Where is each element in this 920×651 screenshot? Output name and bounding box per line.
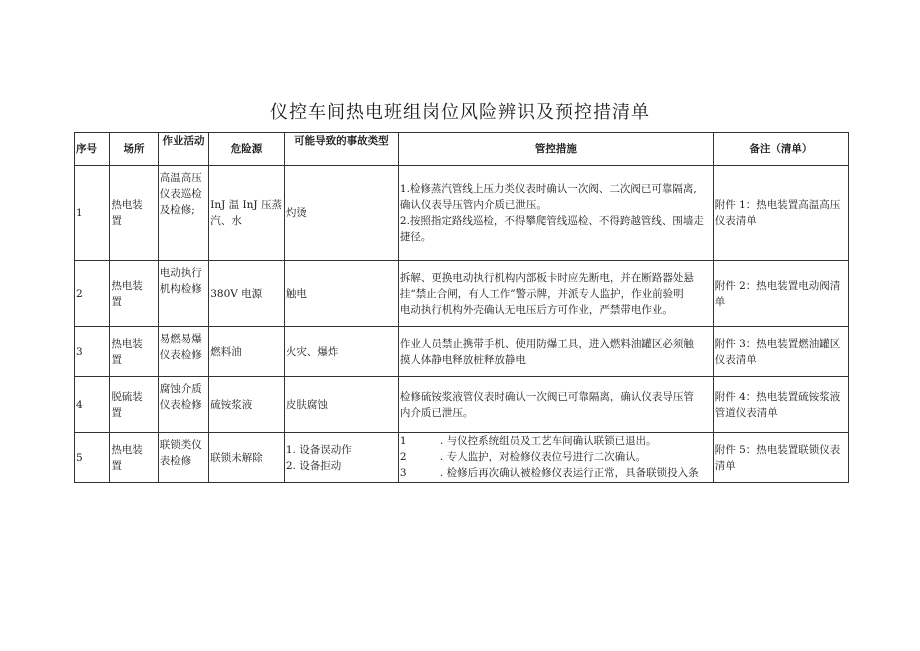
- cell-accident: [284, 327, 398, 377]
- hazard-line: 硫铵浆液: [210, 398, 253, 411]
- measures-line: 摸人体静电释放桩释放静电: [399, 353, 526, 366]
- cell-accident: [284, 377, 398, 433]
- measures-numbered-line: [400, 465, 712, 481]
- cell-activity: [158, 261, 208, 327]
- activity-line: 机构检修: [159, 283, 202, 295]
- cell-place: [110, 377, 158, 433]
- header-measures: 管控措施: [398, 133, 713, 166]
- remark-line: 附件 4：热电装置硫铵浆液: [714, 390, 841, 403]
- activity-line: 仪表检修: [159, 349, 202, 361]
- header-hazard: 危险源: [209, 133, 285, 166]
- accident-line: 1. 设备误动作: [285, 443, 352, 456]
- measures-numbered-line: [400, 449, 712, 465]
- header-activity: 作业活动: [158, 133, 208, 166]
- cell-accident: [284, 433, 398, 483]
- cell-remark: [713, 261, 848, 327]
- cell-no: 3: [75, 327, 110, 377]
- table-row: [75, 166, 849, 261]
- hazard-line: 380V 电源: [210, 287, 263, 300]
- activity-line: 高温高压: [159, 172, 202, 184]
- header-place: 场所: [110, 133, 158, 166]
- hazard-line: 燃料油: [210, 345, 242, 358]
- page-title: 仪控车间热电班组岗位风险辨识及预控措清单: [270, 102, 650, 123]
- activity-line: 表检修: [159, 455, 192, 467]
- cell-no: 1: [75, 166, 110, 261]
- measures-numbered-line: [400, 433, 712, 449]
- cell-activity: [158, 377, 208, 433]
- table-row: [75, 377, 849, 433]
- table-row: [75, 261, 849, 327]
- cell-no: 4: [75, 377, 110, 433]
- cell-place: [110, 261, 158, 327]
- cell-hazard: [209, 261, 285, 327]
- cell-place: [110, 166, 158, 261]
- accident-line: 火灾、爆炸: [285, 345, 339, 358]
- remark-line: 清单: [714, 459, 736, 472]
- cell-activity: [158, 327, 208, 377]
- activity-line: 腐蚀介质: [159, 383, 202, 395]
- cell-measures: [398, 377, 713, 433]
- cell-measures: [398, 433, 713, 483]
- hazard-line: 汽、水: [210, 215, 242, 227]
- hazard-line: 联锁未解除: [210, 451, 263, 464]
- remark-line: 附件 1：热电装置高温高压: [714, 199, 841, 211]
- cell-no: 2: [75, 261, 110, 327]
- table-header-row: [75, 133, 849, 166]
- place-line: 热电装: [111, 337, 143, 350]
- cell-activity: [158, 166, 208, 261]
- measures-number: 1: [399, 435, 407, 447]
- measures-line: 确认仪表导压管内介质已泄压。: [399, 199, 547, 211]
- cell-measures: [398, 261, 713, 327]
- place-line: 置: [111, 459, 122, 472]
- cell-measures: [398, 166, 713, 261]
- cell-activity: [158, 433, 208, 483]
- measures-line: 2.按照指定路线巡检，不得攀爬管线巡检、不得跨越管线、围墙走: [399, 215, 704, 227]
- cell-place: [110, 433, 158, 483]
- measures-number: 3: [399, 467, 407, 479]
- place-line: 热电装: [111, 199, 143, 211]
- place-line: 脱硫装: [111, 390, 143, 403]
- place-line: 置: [111, 215, 122, 227]
- hazard-line: InJ 温 InJ 压蒸: [210, 199, 282, 211]
- measures-line: 内介质已泄压。: [399, 406, 474, 419]
- cell-measures: [398, 327, 713, 377]
- measures-number: 2: [399, 451, 407, 463]
- remark-line: 仪表清单: [714, 353, 757, 366]
- measures-text: . 检修后再次确认被检修仪表运行正常，具备联锁投入条: [439, 467, 699, 479]
- header-remark: 备注（清单）: [713, 133, 848, 166]
- accident-line: 触电: [285, 287, 307, 300]
- measures-text: . 与仪控系统组员及工艺车间确认联锁已退出。: [439, 435, 657, 447]
- cell-remark: [713, 377, 848, 433]
- place-line: 热电装: [111, 443, 143, 456]
- cell-accident: [284, 166, 398, 261]
- remark-line: 附件 3：热电装置燃油罐区: [714, 337, 841, 350]
- activity-line: 及检修;: [159, 204, 195, 216]
- measures-line: 挂“禁止合闸，有人工作”警示牌，并派专人监护，作业前验明: [399, 287, 684, 300]
- cell-remark: [713, 433, 848, 483]
- activity-line: 联锁类仪: [159, 439, 202, 451]
- measures-line: 检修硫铵浆液管仪表时确认一次阀已可靠隔离，确认仪表导压管: [399, 390, 694, 403]
- measures-line: 1.检修蒸汽管线上压力类仪表时确认一次阀、二次阀已可靠隔离,: [399, 183, 697, 195]
- cell-hazard: [209, 377, 285, 433]
- cell-hazard: [209, 433, 285, 483]
- remark-line: 管道仪表清单: [714, 406, 778, 419]
- cell-accident: [284, 261, 398, 327]
- accident-line: 灼烫: [285, 207, 307, 219]
- place-line: 置: [111, 353, 122, 366]
- remark-line: 单: [714, 295, 726, 308]
- measures-line: 作业人员禁止携带手机、使用防爆工具，进入燃料油罐区必须触: [399, 337, 694, 350]
- activity-line: 电动执行: [159, 267, 202, 279]
- table-row: [75, 327, 849, 377]
- place-line: 置: [111, 295, 122, 308]
- measures-text: . 专人监护，对检修仪表位号进行二次确认。: [439, 451, 647, 463]
- activity-line: 仪表检修: [159, 399, 202, 411]
- remark-line: 附件 2：热电装置电动阀清: [714, 279, 841, 292]
- measures-line: 电动执行机构外壳确认无电压后方可作业，严禁带电作业。: [399, 303, 673, 316]
- measures-line: 拆解、更换电动执行机构内部板卡时应先断电，并在断路器处悬: [399, 271, 694, 284]
- activity-line: 易燃易爆: [159, 333, 202, 345]
- cell-hazard: [209, 327, 285, 377]
- cell-no: 5: [75, 433, 110, 483]
- place-line: 热电装: [111, 279, 143, 292]
- risk-table: [74, 132, 849, 483]
- activity-line: 仪表巡检: [159, 188, 202, 200]
- header-accident: 可能导致的事故类型: [284, 133, 398, 166]
- remark-line: 仪表清单: [714, 215, 757, 227]
- measures-line: 捷径。: [399, 231, 432, 243]
- cell-remark: [713, 327, 848, 377]
- table-row: [75, 433, 849, 483]
- cell-hazard: [209, 166, 285, 261]
- remark-line: 附件 5：热电装置联锁仪表: [714, 443, 841, 456]
- place-line: 置: [111, 406, 122, 419]
- accident-line: 皮肤腐蚀: [285, 398, 328, 411]
- cell-place: [110, 327, 158, 377]
- accident-line: 2. 设备拒动: [285, 459, 342, 472]
- header-no: 序号: [75, 133, 110, 166]
- cell-remark: [713, 166, 848, 261]
